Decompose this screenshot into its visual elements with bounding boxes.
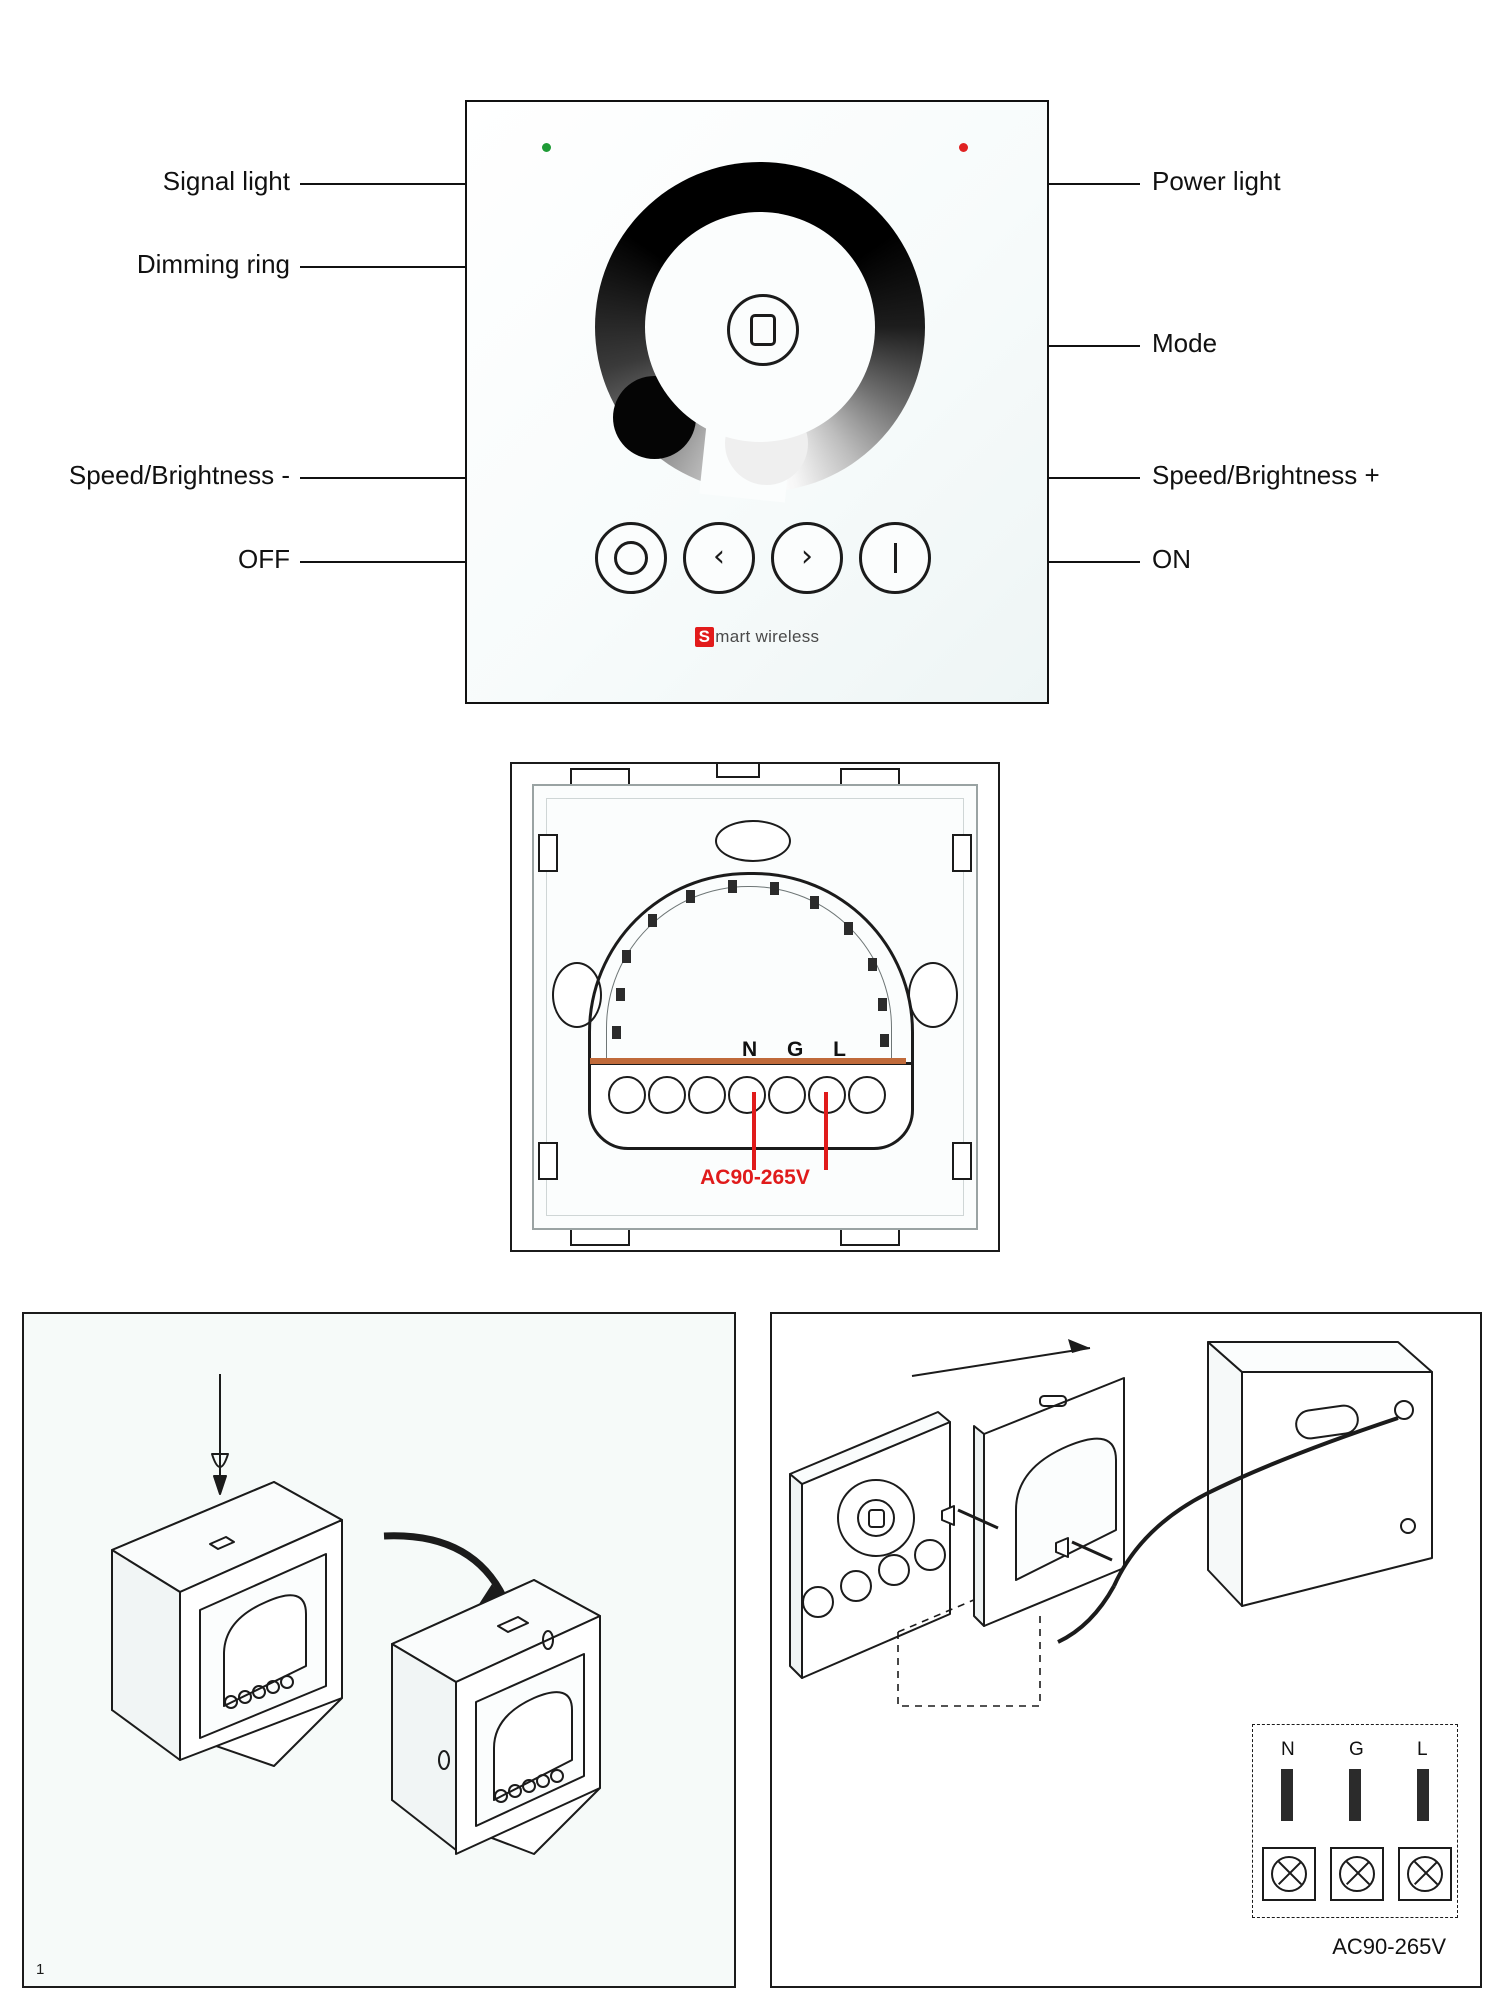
pcb-contact — [612, 1026, 621, 1039]
wiring-pin-g — [1349, 1769, 1361, 1821]
pcb-contact — [648, 914, 657, 927]
terminal-labels: N G L — [742, 1038, 858, 1061]
callout-on: ON — [1152, 544, 1191, 574]
pcb-contact — [880, 1034, 889, 1047]
screw-icon — [1407, 1856, 1443, 1892]
callout-mode: Mode — [1152, 328, 1218, 358]
brand-initial: S — [695, 627, 715, 647]
wiring-label-l: L — [1417, 1739, 1428, 1760]
power-off-icon — [614, 541, 648, 575]
button-row — [595, 522, 925, 602]
callout-speed-brightness-minus: Speed/Brightness - — [68, 460, 290, 490]
backplate-clip-top-left — [538, 834, 558, 872]
screw-icon — [1339, 1856, 1375, 1892]
dimmer-panel-face — [465, 100, 1049, 704]
backplate-top-notch — [716, 762, 760, 778]
backplate-wiring-diagram — [510, 762, 1000, 1252]
increase-button[interactable] — [771, 522, 843, 594]
backplate-clip-top-right — [952, 834, 972, 872]
pcb-contact — [844, 922, 853, 935]
wiring-terminal-g — [1330, 1847, 1384, 1901]
dimming-ring[interactable] — [595, 162, 925, 492]
terminal-screw — [608, 1076, 646, 1114]
screw-icon — [1271, 1856, 1307, 1892]
power-on-icon — [894, 543, 897, 573]
wiring-terminal-l — [1398, 1847, 1452, 1901]
signal-light-led — [542, 143, 551, 152]
wiring-label-n: N — [1281, 1739, 1295, 1760]
wiring-pin-l — [1417, 1769, 1429, 1821]
terminal-screw — [648, 1076, 686, 1114]
wire-neutral — [752, 1092, 756, 1170]
pcb-contact — [616, 988, 625, 1001]
mode-button[interactable] — [727, 294, 799, 366]
wiring-terminal-n — [1262, 1847, 1316, 1901]
terminal-screw-n — [768, 1076, 806, 1114]
backplate-component-cap — [715, 820, 791, 862]
callout-speed-brightness-plus: Speed/Brightness + — [1152, 460, 1380, 490]
wiring-detail-box — [1252, 1724, 1458, 1918]
power-light-led — [959, 143, 968, 152]
pcb-contact — [878, 998, 887, 1011]
wiring-pin-n — [1281, 1769, 1293, 1821]
pcb-contact — [868, 958, 877, 971]
terminal-screw-l — [848, 1076, 886, 1114]
off-button[interactable] — [595, 522, 667, 594]
figure-remove-faceplate — [22, 1312, 736, 1988]
panel-layout-diagram — [0, 0, 1500, 740]
backplate-slot-right — [908, 962, 958, 1028]
terminal-screw — [688, 1076, 726, 1114]
terminal-screw — [728, 1076, 766, 1114]
figure-1-illustration — [24, 1314, 730, 1982]
pcb-contact — [686, 890, 695, 903]
brand-mark — [467, 627, 1047, 647]
figure-mount-and-wire — [770, 1312, 1482, 1988]
wiring-supply-label: AC90-265V — [1332, 1934, 1446, 1959]
chevron-right-icon: › — [801, 538, 813, 574]
mode-icon — [750, 314, 776, 346]
callout-off: OFF — [238, 544, 290, 574]
on-button[interactable] — [859, 522, 931, 594]
terminal-block — [608, 1076, 886, 1114]
pcb-contact — [770, 882, 779, 895]
pcb-contact — [728, 880, 737, 893]
callout-power-light: Power light — [1152, 166, 1281, 196]
callout-signal-light: Signal light — [162, 166, 290, 196]
pcb-contact — [810, 896, 819, 909]
pcb-contact — [622, 950, 631, 963]
supply-voltage-label: AC90-265V — [700, 1166, 810, 1189]
wiring-label-g: G — [1349, 1739, 1364, 1760]
chevron-left-icon: ‹ — [713, 538, 725, 574]
brand-text: mart wireless — [715, 627, 820, 646]
decrease-button[interactable] — [683, 522, 755, 594]
callout-dimming-ring: Dimming ring — [136, 249, 290, 279]
wire-live — [824, 1092, 828, 1170]
figure-number: 1 — [36, 1961, 45, 1978]
